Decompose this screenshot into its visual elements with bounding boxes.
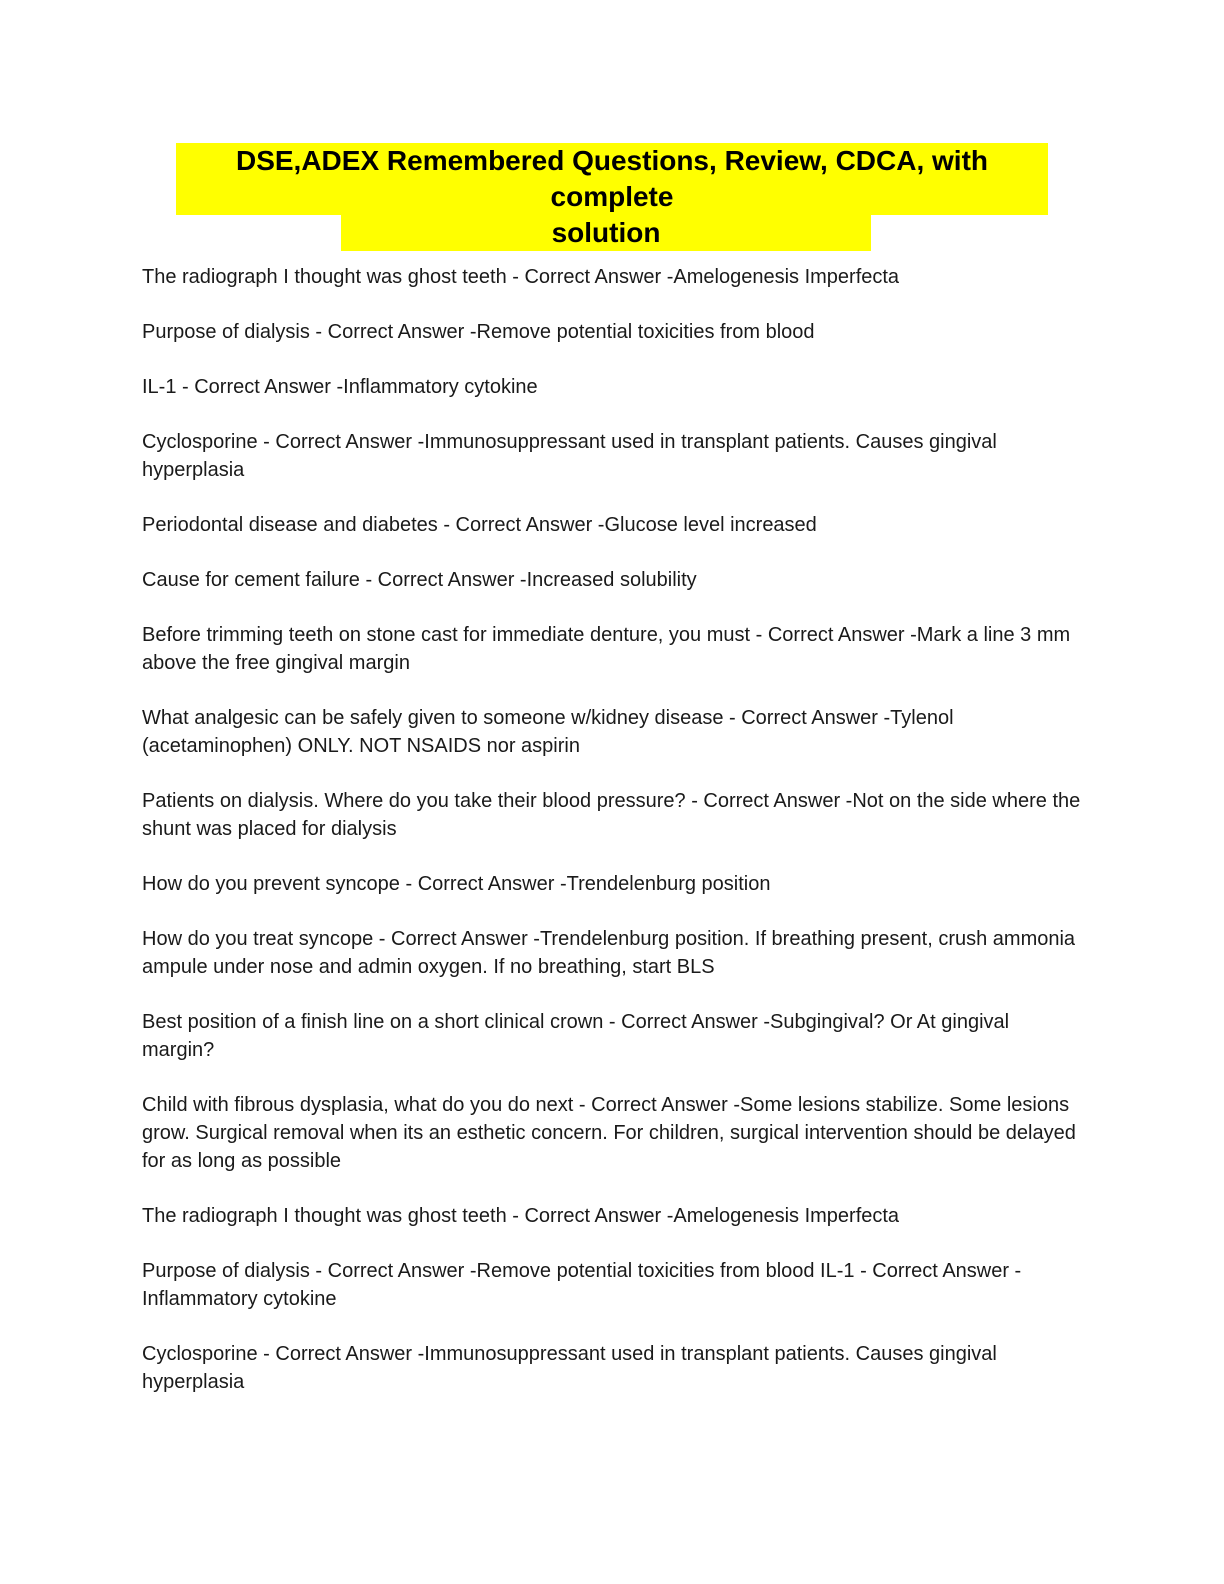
qa-entry: The radiograph I thought was ghost teeth - Correct Answer -Amelogenesis Imperfecta	[142, 266, 900, 288]
title-line-2: solution	[341, 215, 871, 251]
qa-list	[142, 263, 1082, 1423]
qa-entry: Patients on dialysis. Where do you take their blood pressure? - Correct Answer -Not on the side where the shunt was placed for dialysis	[142, 790, 1081, 840]
qa-entry: Periodontal disease and diabetes - Correct Answer -Glucose level increased	[142, 514, 817, 536]
qa-entry: How do you prevent syncope - Correct Answer -Trendelenburg position	[142, 873, 771, 895]
qa-entry: The radiograph I thought was ghost teeth - Correct Answer -Amelogenesis Imperfecta	[142, 1205, 900, 1227]
qa-entry: How do you treat syncope - Correct Answer -Trendelenburg position. If breathing present, crush ammonia ampule under nose and admin oxygen. If no breathing, start BLS	[142, 928, 1076, 978]
title-line-1: DSE,ADEX Remembered Questions, Review, CDCA, with complete	[176, 143, 1048, 215]
qa-entry: Cyclosporine - Correct Answer -Immunosuppressant used in transplant patients. Causes gingival hyperplasia	[142, 431, 997, 481]
qa-entry: Child with fibrous dysplasia, what do you do next - Correct Answer -Some lesions stabilize. Some lesions grow. Surgical removal when its an esthetic concern. For children, surgical intervention should be delayed for as long as possible	[142, 1094, 1076, 1172]
qa-entry: Before trimming teeth on stone cast for immediate denture, you must - Correct Answer -Mark a line 3 mm above the free gingival margin	[142, 624, 1071, 674]
qa-entry: What analgesic can be safely given to someone w/kidney disease - Correct Answer -Tylenol (acetaminophen) ONLY. NOT NSAIDS nor aspirin	[142, 707, 954, 757]
qa-entry: Cause for cement failure - Correct Answer -Increased solubility	[142, 569, 697, 591]
qa-entry: Cyclosporine - Correct Answer -Immunosuppressant used in transplant patients. Causes gingival hyperplasia	[142, 1343, 997, 1393]
qa-entry: Purpose of dialysis - Correct Answer -Remove potential toxicities from blood	[142, 321, 815, 343]
qa-entry: Best position of a finish line on a short clinical crown - Correct Answer -Subgingival? Or At gingival margin?	[142, 1011, 1010, 1061]
qa-entry: Purpose of dialysis - Correct Answer -Remove potential toxicities from blood IL-1 - Correct Answer -Inflammatory cytokine	[142, 1260, 1022, 1310]
document-title	[0, 143, 1224, 251]
qa-entry: IL-1 - Correct Answer -Inflammatory cytokine	[142, 376, 538, 398]
